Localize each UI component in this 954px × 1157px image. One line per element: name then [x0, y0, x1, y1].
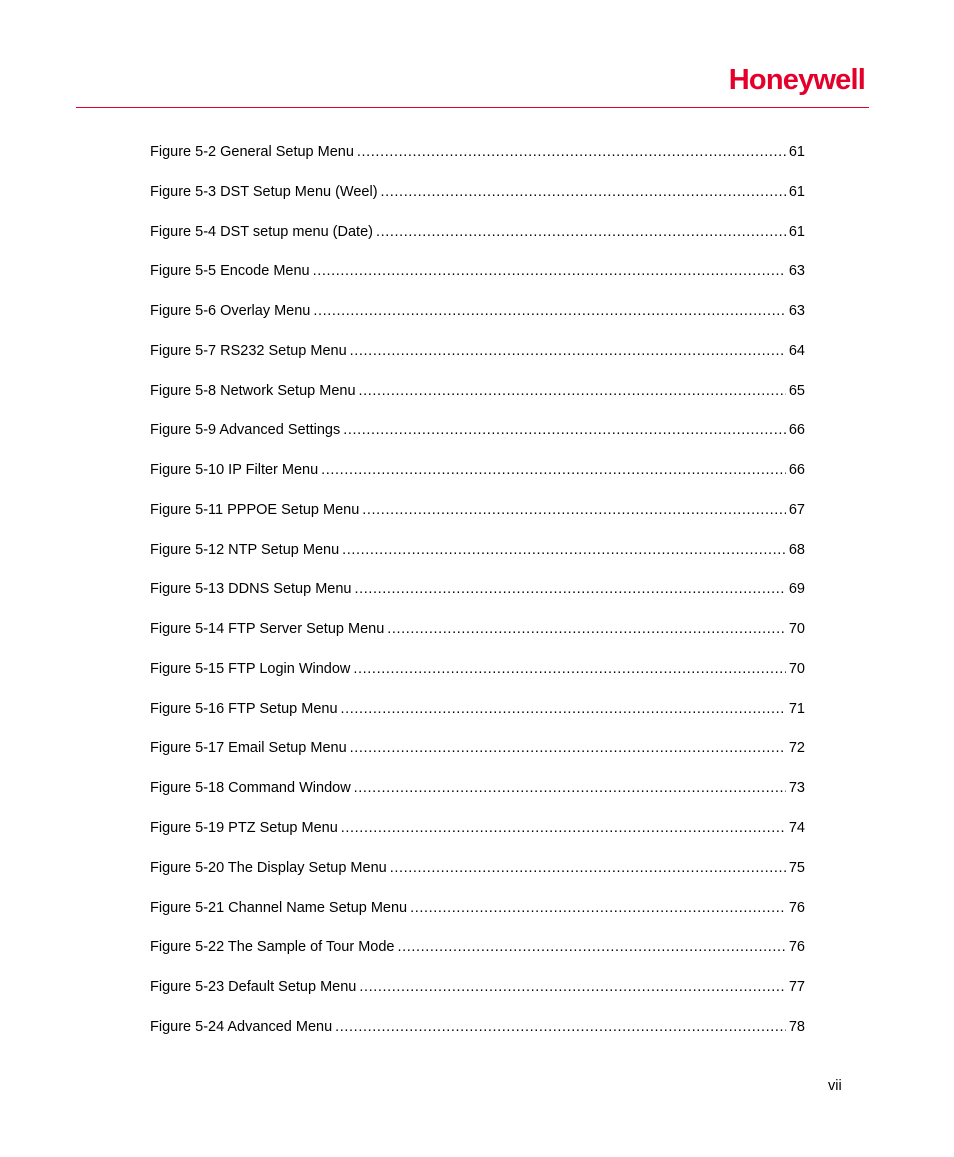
- toc-dot-leader: [343, 420, 786, 440]
- toc-dot-leader: [357, 142, 786, 162]
- toc-dot-leader: [341, 699, 786, 719]
- toc-dot-leader: [350, 341, 786, 361]
- toc-entry-page: 69: [788, 581, 805, 598]
- toc-entry-page: 68: [788, 541, 805, 558]
- toc-entry-title: Figure 5-9 Advanced Settings: [150, 422, 341, 439]
- toc-entry-title: Figure 5-23 Default Setup Menu: [150, 979, 357, 996]
- toc-dot-leader: [381, 182, 786, 202]
- toc-entry[interactable]: [150, 142, 805, 182]
- toc-entry[interactable]: [150, 301, 805, 341]
- toc-entry-page: 75: [788, 859, 805, 876]
- toc-entry-page: 71: [788, 700, 805, 717]
- toc-entry[interactable]: [150, 579, 805, 619]
- toc-entry-title: Figure 5-14 FTP Server Setup Menu: [150, 621, 385, 638]
- header-divider: [76, 107, 869, 108]
- toc-entry[interactable]: [150, 1017, 805, 1057]
- toc-entry-title: Figure 5-15 FTP Login Window: [150, 660, 351, 677]
- toc-entry-title: Figure 5-24 Advanced Menu: [150, 1018, 333, 1035]
- toc-dot-leader: [350, 738, 786, 758]
- toc-entry[interactable]: [150, 659, 805, 699]
- toc-dot-leader: [410, 898, 786, 918]
- toc-entry[interactable]: [150, 619, 805, 659]
- toc-dot-leader: [341, 818, 786, 838]
- toc-entry-page: 76: [788, 899, 805, 916]
- toc-entry-page: 65: [788, 382, 805, 399]
- toc-entry[interactable]: [150, 858, 805, 898]
- toc-entry-title: Figure 5-19 PTZ Setup Menu: [150, 820, 338, 837]
- toc-entry-title: Figure 5-21 Channel Name Setup Menu: [150, 899, 408, 916]
- page-number: vii: [828, 1078, 842, 1094]
- toc-dot-leader: [362, 500, 786, 520]
- toc-dot-leader: [353, 659, 785, 679]
- toc-entry[interactable]: [150, 500, 805, 540]
- toc-entry[interactable]: [150, 818, 805, 858]
- toc-entry-page: 61: [788, 183, 805, 200]
- toc-entry[interactable]: [150, 977, 805, 1017]
- toc-dot-leader: [387, 619, 786, 639]
- toc-entry-title: Figure 5-8 Network Setup Menu: [150, 382, 356, 399]
- toc-entry-title: Figure 5-20 The Display Setup Menu: [150, 859, 387, 876]
- toc-entry-page: 73: [788, 780, 805, 797]
- toc-entry-title: Figure 5-22 The Sample of Tour Mode: [150, 939, 395, 956]
- toc-entry[interactable]: [150, 381, 805, 421]
- toc-entry-page: 72: [788, 740, 805, 757]
- toc-dot-leader: [390, 858, 786, 878]
- toc-entry-title: Figure 5-11 PPPOE Setup Menu: [150, 501, 360, 518]
- toc-dot-leader: [398, 937, 786, 957]
- toc-entry-page: 63: [788, 303, 805, 320]
- toc-dot-leader: [354, 778, 786, 798]
- toc-entry-title: Figure 5-13 DDNS Setup Menu: [150, 581, 352, 598]
- toc-entry-page: 61: [788, 223, 805, 240]
- toc-entry[interactable]: [150, 341, 805, 381]
- toc-entry-page: 70: [788, 660, 805, 677]
- toc-entry[interactable]: [150, 182, 805, 222]
- toc-entry-title: Figure 5-2 General Setup Menu: [150, 144, 354, 160]
- toc-entry-title: Figure 5-18 Command Window: [150, 780, 351, 797]
- toc-entry-title: Figure 5-16 FTP Setup Menu: [150, 700, 338, 717]
- toc-entry-title: Figure 5-6 Overlay Menu: [150, 303, 311, 320]
- table-of-figures: [150, 142, 805, 1057]
- toc-entry-title: Figure 5-4 DST setup menu (Date): [150, 223, 373, 240]
- toc-dot-leader: [359, 977, 786, 997]
- toc-entry[interactable]: [150, 738, 805, 778]
- toc-entry-page: 70: [788, 621, 805, 638]
- toc-entry[interactable]: [150, 540, 805, 580]
- toc-entry[interactable]: [150, 460, 805, 500]
- toc-dot-leader: [313, 261, 786, 281]
- toc-entry[interactable]: [150, 699, 805, 739]
- toc-dot-leader: [359, 381, 786, 401]
- toc-entry[interactable]: [150, 937, 805, 977]
- toc-entry[interactable]: [150, 261, 805, 301]
- toc-dot-leader: [313, 301, 785, 321]
- toc-entry-page: 66: [788, 422, 805, 439]
- toc-entry-title: Figure 5-3 DST Setup Menu (Weel): [150, 183, 378, 200]
- toc-entry[interactable]: [150, 778, 805, 818]
- toc-entry[interactable]: [150, 898, 805, 938]
- toc-dot-leader: [355, 579, 786, 599]
- toc-dot-leader: [376, 222, 786, 242]
- toc-entry-title: Figure 5-7 RS232 Setup Menu: [150, 342, 347, 359]
- toc-dot-leader: [321, 460, 786, 480]
- toc-entry-page: 67: [788, 501, 805, 518]
- toc-dot-leader: [342, 540, 786, 560]
- toc-entry-page: 74: [788, 820, 805, 837]
- toc-entry-page: 76: [788, 939, 805, 956]
- toc-entry-page: 63: [788, 263, 805, 280]
- toc-entry-page: 77: [788, 979, 805, 996]
- toc-entry-title: Figure 5-17 Email Setup Menu: [150, 740, 347, 757]
- toc-entry-page: 66: [788, 462, 805, 479]
- honeywell-logo: Honeywell: [728, 64, 865, 96]
- toc-entry[interactable]: [150, 222, 805, 262]
- toc-entry-page: 64: [788, 342, 805, 359]
- toc-entry[interactable]: [150, 420, 805, 460]
- toc-entry-title: Figure 5-12 NTP Setup Menu: [150, 541, 340, 558]
- toc-entry-page: 61: [788, 144, 805, 160]
- toc-entry-page: 78: [788, 1018, 805, 1035]
- toc-entry-title: Figure 5-5 Encode Menu: [150, 263, 310, 280]
- toc-entry-title: Figure 5-10 IP Filter Menu: [150, 462, 319, 479]
- toc-dot-leader: [335, 1017, 786, 1037]
